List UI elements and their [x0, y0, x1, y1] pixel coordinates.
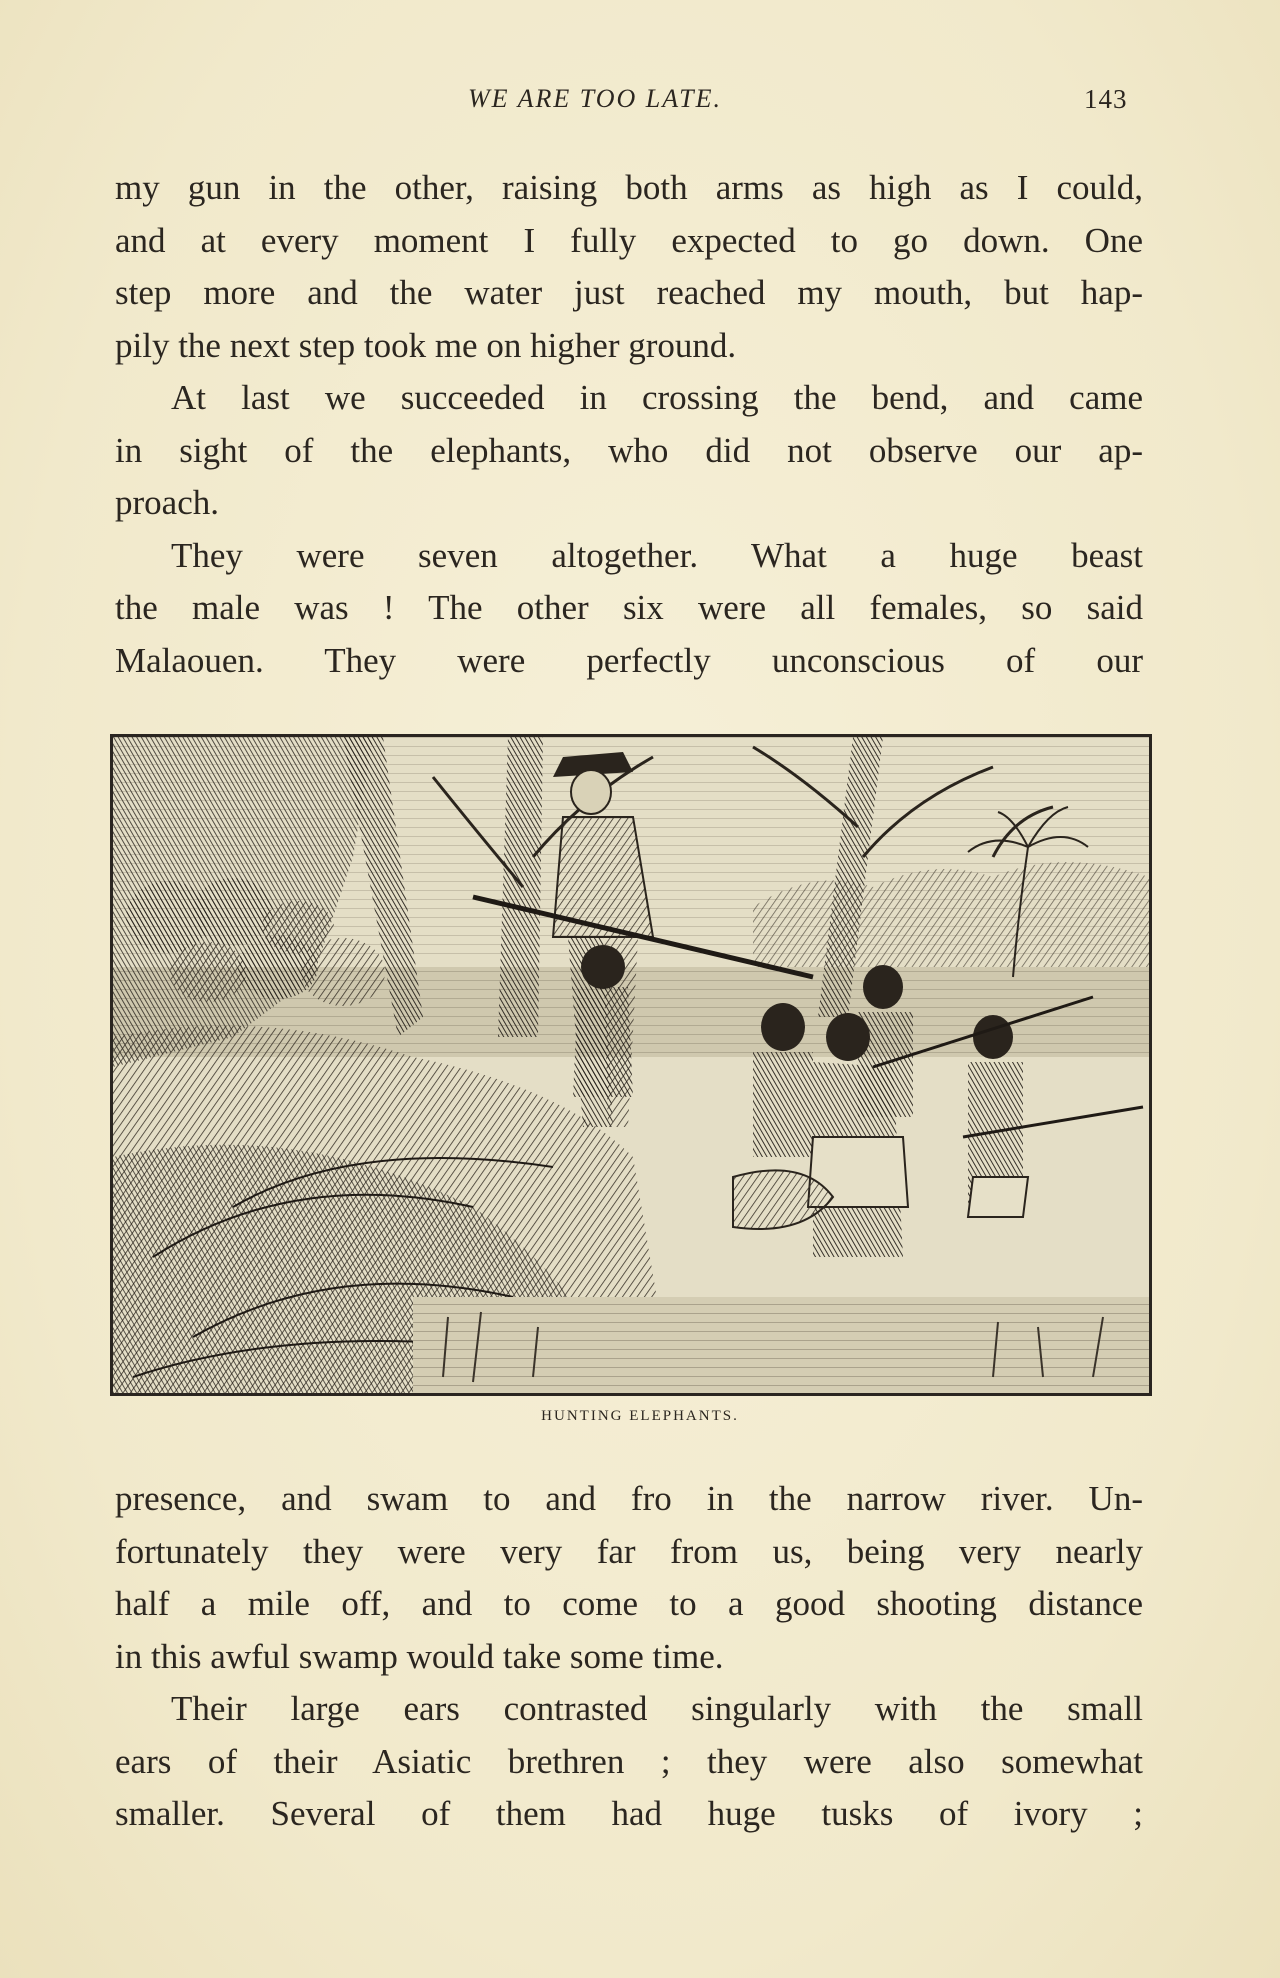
text-line: Their large ears contrasted singularly with the small [171, 1689, 1143, 1728]
text-line: Malaouen. They were perfectly unconscious of our [115, 640, 1143, 680]
text-line: pily the next step took me on higher ground. [115, 325, 737, 365]
page-number: 143 [1084, 84, 1128, 114]
body-text-top [115, 162, 1143, 687]
engraving-illustration [110, 734, 1152, 1396]
text-line: presence, and swam to and fro in the narrow river. Un- [115, 1479, 1143, 1518]
text-line: the male was ! The other six were all females, so said [115, 588, 1143, 627]
text-line: proach. [115, 483, 219, 522]
paragraph [115, 162, 1143, 372]
body-text-bottom [115, 1473, 1143, 1841]
text-line: in this awful swamp would take some time. [115, 1636, 724, 1676]
running-head [0, 84, 1280, 124]
paragraph [115, 1683, 1143, 1841]
paragraph [115, 530, 1143, 688]
text-line: my gun in the other, raising both arms as high as I could, [115, 168, 1143, 207]
text-line: half a mile off, and to come to a good shooting distance [115, 1584, 1143, 1623]
text-line: ears of their Asiatic brethren ; they were also somewhat [115, 1741, 1143, 1781]
figure-caption: HUNTING ELEPHANTS. [541, 1408, 739, 1424]
text-line: smaller. Several of them had huge tusks of ivory ; [115, 1794, 1143, 1833]
running-title: WE ARE TOO LATE. [468, 84, 722, 113]
paragraph [115, 1473, 1143, 1683]
text-line: They were seven altogether. What a huge beast [171, 535, 1143, 575]
text-line: and at every moment I fully expected to go down. One [115, 220, 1143, 260]
text-line: step more and the water just reached my mouth, but hap- [115, 273, 1143, 312]
paragraph [115, 372, 1143, 530]
text-line: fortunately they were very far from us, being very nearly [115, 1531, 1143, 1571]
text-line: At last we succeeded in crossing the bend, and came [171, 378, 1143, 417]
text-line: in sight of the elephants, who did not observe our ap- [115, 430, 1143, 470]
hunting-scene-engraving [113, 737, 1149, 1393]
